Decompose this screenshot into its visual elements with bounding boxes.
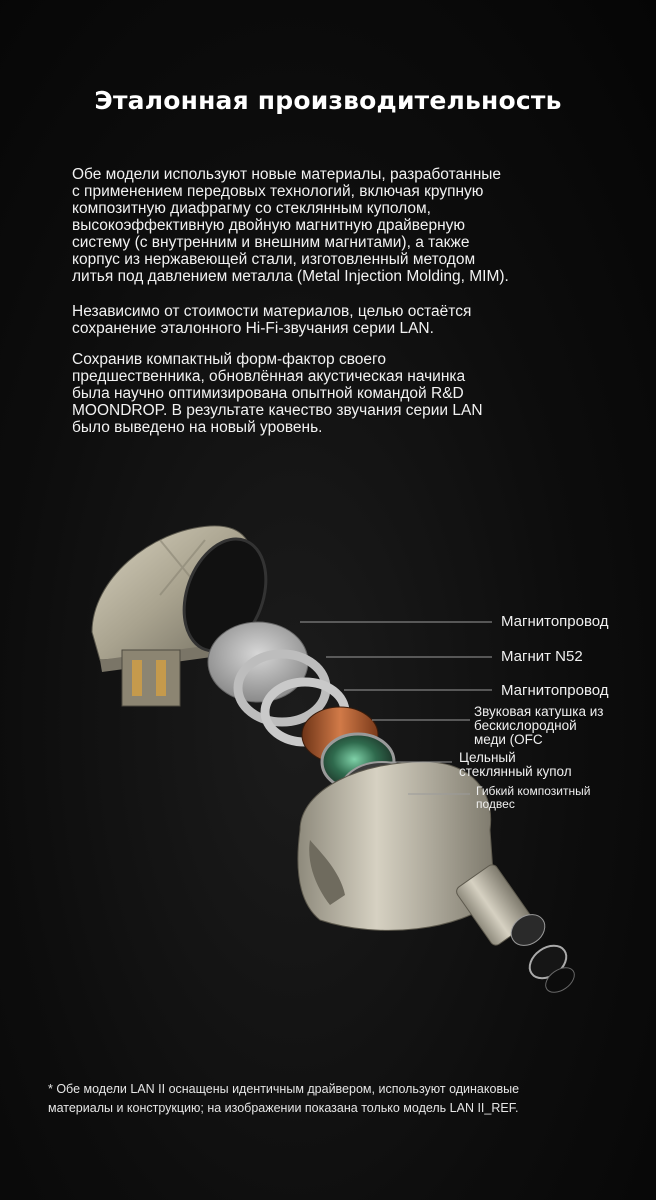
label-glass-dome: Цельный стеклянный купол: [459, 750, 572, 779]
paragraph-optimization: Сохранив компактный форм-фактор своего предшественника, обновлённая акустическая начинка была научно оптимизирована опытной командой R&D MOONDROP. В результате качество звучания серии LAN было выведено на новый уровень.: [72, 351, 483, 436]
label-voice-coil: Звуковая катушка из бескислородной меди (OFC: [474, 704, 604, 747]
label-magnet: Магнит N52: [501, 648, 583, 665]
footnote: * Обе модели LAN II оснащены идентичным драйвером, используют одинаковые материалы и конструкцию; на изображении показана только модель LAN II_REF.: [48, 1082, 520, 1115]
label-suspension: Гибкий композитный подвес: [476, 784, 591, 811]
connector: [122, 650, 180, 706]
paragraph-materials: Обе модели используют новые материалы, разработанные с применением передовых технологий, включая крупную композитную диафрагму со стеклянным куполом, высокоэффективную двойную магнитную драйверную систему (с внутренним и внешним магнитами), а также корпус из нержавеющей стали, изготовленный методом литья под давлением металла (Metal Injection Molding, MIM).: [72, 166, 509, 285]
page-title: Эталонная производительность: [94, 86, 562, 115]
label-magnetic-circuit-1: Магнитопровод: [501, 613, 609, 630]
paragraph-goal: Независимо от стоимости материалов, целью остаётся сохранение эталонного Hi-Fi-звучания серии LAN.: [72, 303, 472, 337]
label-magnetic-circuit-2: Магнитопровод: [501, 682, 609, 699]
description: [72, 166, 592, 454]
